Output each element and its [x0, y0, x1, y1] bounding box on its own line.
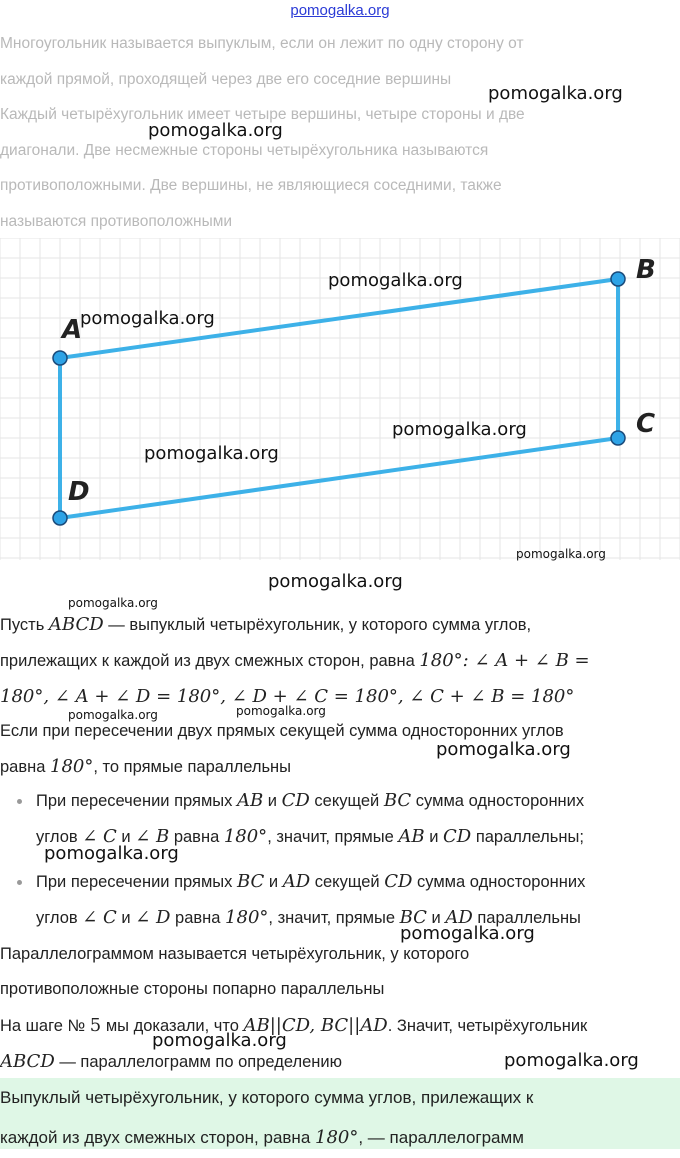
math: CD [281, 790, 310, 811]
watermark: pomogalka.org [152, 1030, 287, 1051]
math: BC [383, 790, 412, 811]
text: — выпуклый четырёхугольник, у которого сумма углов, [103, 616, 532, 634]
math: ABCD [0, 1051, 55, 1072]
definition-line: противоположные стороны попарно параллельны [0, 980, 385, 998]
watermark: pomogalka.org [144, 443, 279, 464]
rule-line: Если при пересечении двух прямых секущей сумма односторонних углов [0, 722, 564, 740]
text: секущей [310, 873, 385, 891]
watermark: pomogalka.org [328, 270, 463, 291]
text: и [426, 909, 446, 927]
definition-line: называются противоположными [0, 212, 233, 230]
watermark: pomogalka.org [436, 739, 571, 760]
list-item [0, 864, 680, 936]
watermark: pomogalka.org [504, 1050, 639, 1071]
math: AB||CD, BC||AD [243, 1015, 388, 1036]
watermark: pomogalka.org [80, 308, 215, 329]
definition-line: Многоугольник называется выпуклым, если он лежит по одну сторону от [0, 35, 524, 52]
watermark: pomogalka.org [148, 120, 283, 141]
vertex-c-label: C [636, 409, 656, 439]
math: BC [236, 871, 265, 892]
math: 180°, ∠ A + ∠ D = 180°, ∠ D + ∠ C = 180°, ∠ C + ∠ B = 180° [0, 686, 575, 707]
text: секущей [309, 792, 384, 810]
text: и [264, 873, 283, 891]
watermark: pomogalka.org [68, 596, 158, 610]
math: AD [282, 871, 311, 892]
watermark: pomogalka.org [268, 571, 403, 592]
definition-line: Параллелограммом называется четырёхугольник, у которого [0, 945, 470, 963]
math: 5 [89, 1015, 102, 1036]
vertex-a-point [53, 351, 67, 365]
bullet-icon [17, 880, 22, 885]
text: параллельны [472, 909, 581, 927]
math: ABCD [48, 614, 104, 635]
watermark: pomogalka.org [488, 83, 623, 104]
math: BC [399, 907, 427, 928]
text: прилежащих к каждой из двух смежных сторон, равна [0, 652, 420, 670]
text: равна [0, 758, 50, 776]
vertex-b-point [611, 272, 625, 286]
text: , значит, прямые [267, 828, 399, 846]
text: параллельны; [471, 828, 584, 846]
math: AB [236, 790, 264, 811]
text: и [263, 792, 282, 810]
math: 180° [315, 1127, 359, 1148]
text: , — параллелограмм [358, 1128, 524, 1147]
watermark: pomogalka.org [68, 708, 158, 722]
vertex-c-point [611, 431, 625, 445]
text: При пересечении прямых [36, 873, 237, 891]
vertex-b-label: B [636, 255, 656, 285]
vertex-d-point [53, 511, 67, 525]
text: мы доказали, что [101, 1017, 244, 1035]
math: 180° [223, 826, 268, 847]
definition-line: противоположными. Две вершины, не являющиеся соседними, также [0, 177, 502, 194]
conclusion-callout [0, 1078, 680, 1149]
text: , то прямые параллельны [93, 758, 292, 776]
watermark: pomogalka.org [392, 419, 527, 440]
text: На шаге № [0, 1017, 90, 1035]
math: AB [398, 826, 425, 847]
math: 180° [225, 907, 269, 928]
math: 180° [50, 756, 94, 777]
watermark: pomogalka.org [400, 923, 535, 944]
text: Пусть [0, 616, 49, 634]
watermark: pomogalka.org [236, 704, 326, 718]
text: углов [36, 909, 83, 927]
math: ∠ C [82, 826, 117, 847]
conclusion-line: Выпуклый четырёхугольник, у которого сумма углов, прилежащих к [0, 1088, 534, 1107]
definition-line: каждой прямой, проходящей через две его соседние вершины [0, 70, 452, 88]
math: CD [443, 826, 472, 847]
text: и [424, 828, 444, 846]
watermark: pomogalka.org [44, 843, 179, 864]
text: и [116, 909, 136, 927]
text: углов [36, 828, 83, 846]
definition-line: Каждый четырёхугольник имеет четыре вершины, четыре стороны и две [0, 106, 525, 123]
math: ∠ B [135, 826, 170, 847]
math: ∠ C [82, 907, 117, 928]
text: , значит, прямые [268, 909, 400, 927]
bullet-icon [17, 799, 22, 804]
definition-line: диагонали. Две несмежные стороны четырёхугольника называются [0, 141, 489, 159]
math: 180°: ∠ A + ∠ B = [419, 650, 590, 671]
text: сумма односторонних [411, 792, 585, 810]
text: равна [170, 909, 226, 927]
site-link[interactable]: pomogalka.org [290, 2, 390, 19]
math: ∠ D [135, 907, 171, 928]
vertex-a-label: A [62, 315, 83, 345]
parallelogram-definition [0, 937, 680, 1007]
text: — параллелограмм по определению [54, 1053, 342, 1071]
math: AD [445, 907, 473, 928]
vertex-d-label: D [68, 477, 90, 507]
text: сумма односторонних [412, 873, 586, 891]
watermark: pomogalka.org [516, 547, 606, 561]
text: и [116, 828, 136, 846]
definition-text [0, 26, 660, 239]
rule-text [0, 714, 680, 785]
step-1-text [0, 607, 680, 715]
text: При пересечении прямых [36, 792, 237, 810]
text: равна [169, 828, 224, 846]
text: . Значит, четырёхугольник [387, 1017, 588, 1035]
text: каждой из двух смежных сторон, равна [0, 1128, 315, 1147]
math: CD [384, 871, 413, 892]
